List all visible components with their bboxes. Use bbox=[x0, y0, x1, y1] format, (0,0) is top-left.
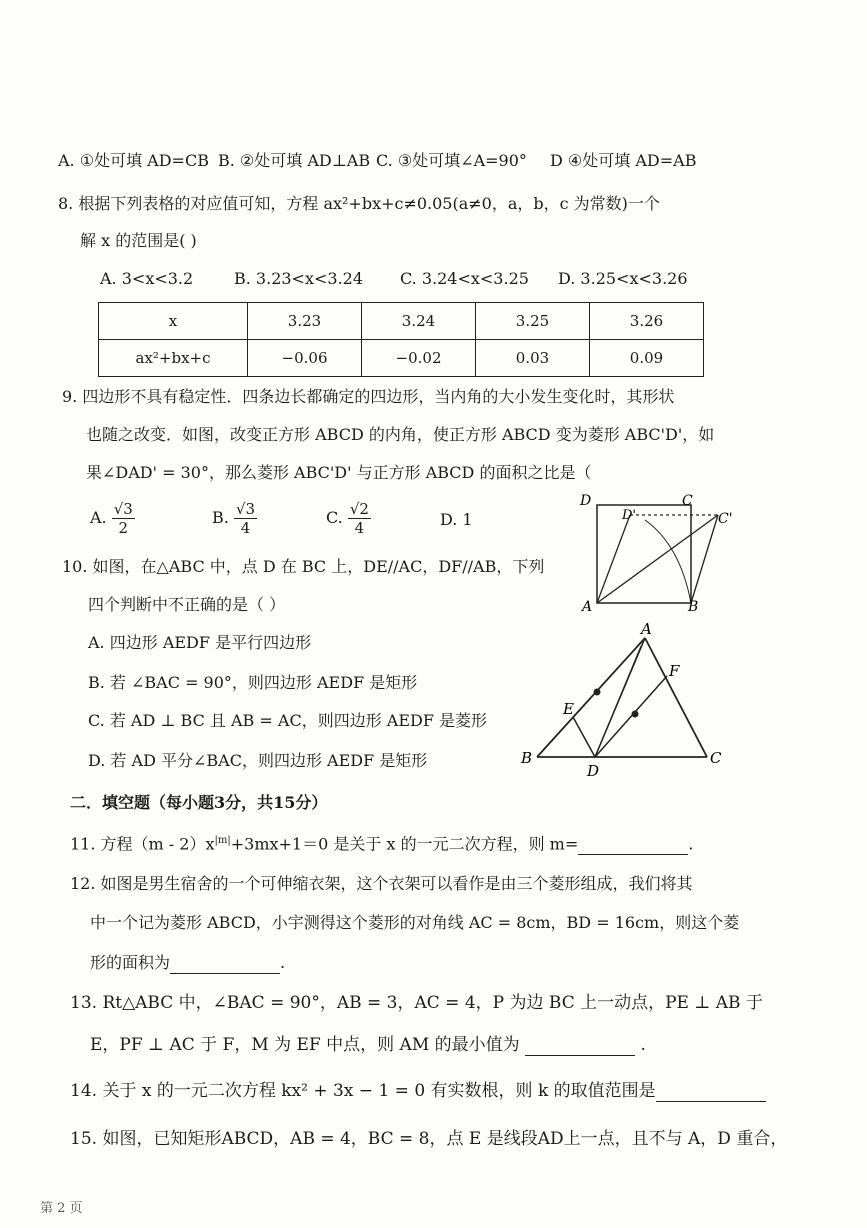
table-cell: 0.09 bbox=[590, 340, 704, 377]
q9-option-a: A. $\frac{√3}{2}$ bbox=[90, 500, 133, 537]
fig-label: D bbox=[587, 762, 600, 780]
table-cell: −0.06 bbox=[248, 340, 362, 377]
q8-option-d: D. 3.25<x<3.26 bbox=[558, 269, 688, 288]
fraction: $\frac{√2}{4}$ bbox=[349, 500, 369, 537]
q8-stem-line2: 解 x 的范围是( ) bbox=[80, 231, 197, 250]
table-cell: −0.02 bbox=[362, 340, 476, 377]
fig-label: C bbox=[682, 493, 693, 509]
table-cell: ax²+bx+c bbox=[99, 340, 248, 377]
table-cell: x bbox=[99, 303, 248, 340]
page-footer: 第 2 页 bbox=[40, 1201, 83, 1216]
q9-option-c: C. $\frac{√2}{4}$ bbox=[326, 500, 369, 537]
q7-option-d: D ④处可填 AD=AB bbox=[550, 151, 697, 170]
table-cell: 3.24 bbox=[362, 303, 476, 340]
q15-line1: 15. 如图，已知矩形ABCD，AB = 4，BC = 8，点 E 是线段AD上一点，且不与 A，D 重合， bbox=[70, 1129, 788, 1149]
q11: 11. 方程$(m - 2)x^{|m|}+3mx+1=0$ 是关于 x 的一元二次方程，则 m= . bbox=[70, 834, 694, 854]
fig-label: B bbox=[521, 749, 533, 767]
fig-label: D bbox=[580, 493, 592, 509]
table-row bbox=[99, 340, 704, 377]
table-cell: 3.25 bbox=[476, 303, 590, 340]
fraction: $\frac{√3}{2}$ bbox=[113, 500, 133, 537]
answer-blank[interactable] bbox=[656, 1085, 766, 1102]
q7-option-a: A. ①处可填 AD=CB bbox=[58, 151, 209, 170]
q10-option-c: C. 若 AD ⊥ BC 且 AB = AC，则四边形 AEDF 是菱形 bbox=[88, 711, 488, 730]
q14: 14. 关于 x 的一元二次方程 kx² + 3x − 1 = 0 有实数根，则 k 的取值范围是 bbox=[70, 1080, 766, 1102]
q9-option-b: B. $\frac{√3}{4}$ bbox=[212, 500, 256, 537]
answer-blank[interactable] bbox=[578, 838, 688, 855]
q10-figure bbox=[515, 620, 740, 780]
q10-line2: 四个判断中不正确的是（ ） bbox=[88, 595, 286, 614]
fig-label: E bbox=[563, 700, 574, 718]
q9-line2: 也随之改变．如图，改变正方形 ABCD 的内角，使正方形 ABCD 变为菱形 ABC'D'，如 bbox=[86, 425, 715, 444]
q12-line1: 12. 如图是男生宿舍的一个可伸缩衣架，这个衣架可以看作是由三个菱形组成，我们将其 bbox=[70, 874, 693, 893]
q10-option-b: B. 若 ∠BAC = 90°，则四边形 AEDF 是矩形 bbox=[88, 673, 418, 692]
fig-label: D' bbox=[622, 508, 636, 523]
section-heading: 二．填空题（每小题3分，共15分） bbox=[70, 793, 328, 812]
q10-option-d: D. 若 AD 平分∠BAC，则四边形 AEDF 是矩形 bbox=[88, 751, 428, 770]
fig-label: C bbox=[710, 749, 722, 767]
q12-line2: 中一个记为菱形 ABCD，小宇测得这个菱形的对角线 AC = 8cm，BD = 16cm，则这个菱 bbox=[90, 913, 740, 932]
fig-label: A bbox=[641, 620, 652, 638]
q8-option-c: C. 3.24<x<3.25 bbox=[400, 269, 529, 288]
q8-option-a: A. 3<x<3.2 bbox=[100, 269, 194, 288]
table-cell: 3.26 bbox=[590, 303, 704, 340]
fig-label: A bbox=[582, 599, 593, 615]
q10-option-a: A. 四边形 AEDF 是平行四边形 bbox=[88, 633, 312, 652]
q8-value-table bbox=[98, 302, 704, 377]
q9-line3: 果∠DAD' = 30°，那么菱形 ABC'D' 与正方形 ABCD 的面积之比是（ bbox=[86, 463, 592, 482]
table-row bbox=[99, 303, 704, 340]
q10-line1: 10. 如图，在△ABC 中，点 D 在 BC 上，DE//AC，DF//AB，下列 bbox=[62, 557, 545, 576]
q9-option-d: D. 1 bbox=[440, 510, 473, 529]
fig-label: B bbox=[688, 599, 699, 615]
q7-option-b: B. ②处可填 AD⊥AB bbox=[218, 151, 371, 170]
answer-blank[interactable] bbox=[525, 1039, 635, 1056]
q8-option-b: B. 3.23<x<3.24 bbox=[234, 269, 364, 288]
q9-figure bbox=[570, 485, 740, 615]
q12-line3: 形的面积为 . bbox=[90, 953, 286, 972]
fig-label: F bbox=[669, 662, 680, 680]
q13-line2: E，PF ⊥ AC 于 F，M 为 EF 中点，则 AM 的最小值为 . bbox=[90, 1035, 646, 1055]
table-cell: 0.03 bbox=[476, 340, 590, 377]
q8-stem-line1: 8. 根据下列表格的对应值可知，方程 ax²+bx+c≠0.05(a≠0，a，b，c 为常数)一个 bbox=[58, 194, 660, 213]
answer-blank[interactable] bbox=[170, 957, 280, 974]
table-cell: 3.23 bbox=[248, 303, 362, 340]
q7-option-c: C. ③处可填∠A=90° bbox=[376, 151, 527, 170]
fraction: $\frac{√3}{4}$ bbox=[235, 500, 256, 537]
fig-label: C' bbox=[718, 511, 733, 527]
q9-line1: 9. 四边形不具有稳定性．四条边长都确定的四边形，当内角的大小发生变化时，其形状 bbox=[62, 387, 675, 406]
q13-line1: 13. Rt△ABC 中，∠BAC = 90°，AB = 3，AC = 4，P 为边 BC 上一动点，PE ⊥ AB 于 bbox=[70, 993, 763, 1013]
